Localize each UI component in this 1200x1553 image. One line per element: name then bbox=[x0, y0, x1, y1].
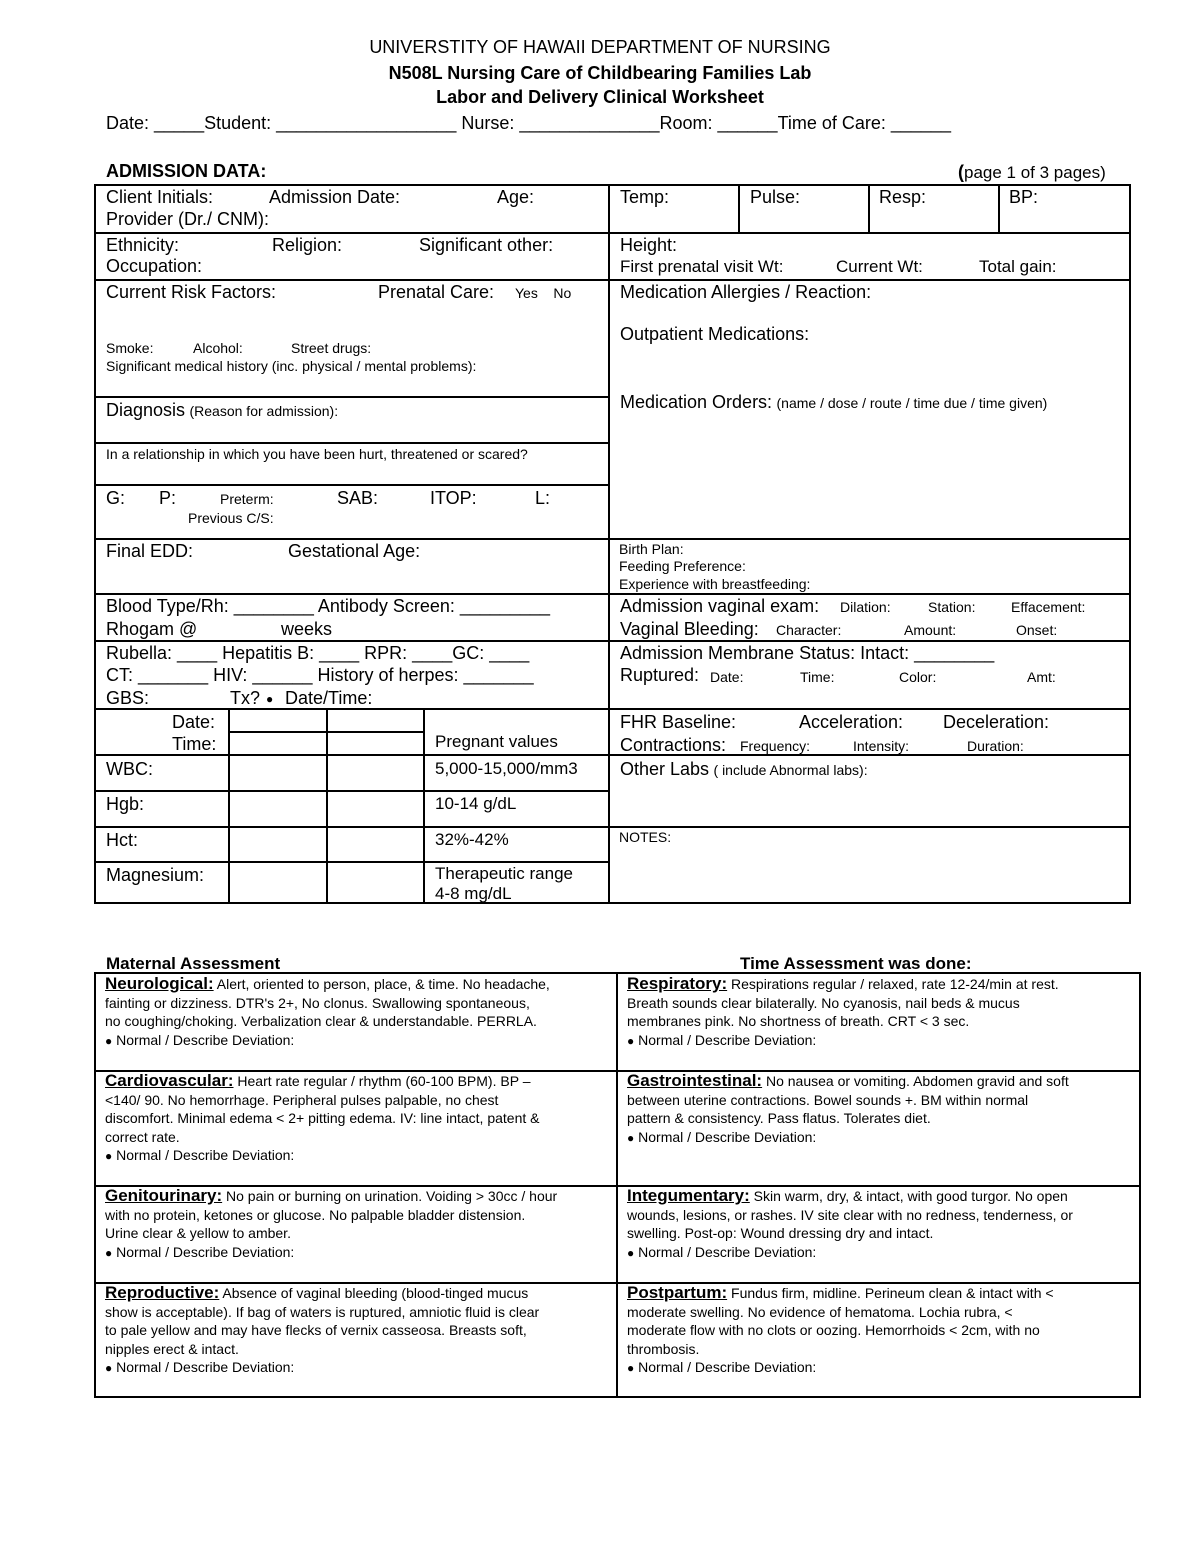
notes-label: NOTES: bbox=[619, 829, 672, 845]
lab-value: 10-14 g/dL bbox=[435, 794, 517, 813]
genitourinary-cell: Genitourinary: No pain or burning on urination. Voiding > 30cc / hour with no protein, ketones or glucose. No palpable bladder distension. Urine clear & yellow to amber. ● Normal / Describe Deviation: bbox=[105, 1187, 610, 1262]
cardiovascular-cell: Cardiovascular: Heart rate regular / rhythm (60-100 BPM). BP – <140/ 90. No hemorrhage. Peripheral pulses palpable, no chest discomfort. Minimal edema < 2+ pitting edema. IV: line intact, patent & correct rate. ● Normal / Describe Deviation: bbox=[105, 1072, 610, 1166]
contractions-label: Contractions: bbox=[620, 735, 727, 755]
respiratory-cell: Respiratory: Respirations regular / relaxed, rate 12-24/min at rest. Breath sounds clear bilaterally. No cyanosis, nail beds & mucus membranes pink. No shortness of breath. CRT < 3 sec. ● Normal / Describe Deviation: bbox=[627, 975, 1132, 1050]
significant-other-label: Significant other: bbox=[419, 235, 554, 255]
alcohol-label: Alcohol: bbox=[193, 340, 243, 356]
first-prenatal-wt-label: First prenatal visit Wt: bbox=[620, 257, 784, 276]
ruptured-label: Ruptured: bbox=[620, 665, 700, 685]
color-label: Color: bbox=[899, 669, 937, 685]
medication-orders-label: Medication Orders: (name / dose / route / time due / time given) bbox=[620, 392, 1048, 412]
character-label: Character: bbox=[776, 622, 842, 638]
allergies-label: Medication Allergies / Reaction: bbox=[620, 282, 872, 302]
amount-label: Amount: bbox=[904, 622, 957, 638]
previous-cs-label: Previous C/S: bbox=[188, 510, 274, 526]
header-fields-line[interactable]: Date: _____Student: __________________ Nurse: ______________Room: ______Time of Care: ______ bbox=[106, 113, 951, 133]
resp-label: Resp: bbox=[879, 187, 927, 207]
itop-label: ITOP: bbox=[430, 488, 477, 508]
preterm-label: Preterm: bbox=[220, 491, 274, 507]
maternal-assessment-title: Maternal Assessment bbox=[106, 954, 281, 973]
p-label: P: bbox=[159, 488, 177, 508]
vaginal-bleeding-label: Vaginal Bleeding: bbox=[620, 619, 759, 639]
lab-value: 5,000-15,000/mm3 bbox=[435, 759, 578, 778]
ct-hiv-line[interactable]: CT: _______ HIV: ______ History of herpes: _______ bbox=[106, 665, 534, 685]
acceleration-label: Acceleration: bbox=[799, 712, 904, 732]
gbs-date-time-label: Date/Time: bbox=[285, 688, 373, 708]
relationship-question: In a relationship in which you have been hurt, threatened or scared? bbox=[106, 446, 528, 462]
station-label: Station: bbox=[928, 599, 976, 615]
amt-label: Amt: bbox=[1027, 669, 1056, 685]
fhr-baseline-label: FHR Baseline: bbox=[620, 712, 737, 732]
sab-label: SAB: bbox=[337, 488, 379, 508]
risk-factors-label: Current Risk Factors: bbox=[106, 282, 277, 302]
bullet-icon: ● bbox=[266, 692, 274, 706]
postpartum-cell: Postpartum: Fundus firm, midline. Perineum clean & intact with < moderate swelling. No evidence of hematoma. Lochia rubra, < moderate flow with no clots or oozing. Hemorrhoids < 2cm, with no thrombosis. ● Normal / Describe Deviation: bbox=[627, 1284, 1132, 1378]
dilation-label: Dilation: bbox=[840, 599, 891, 615]
lab-value-line2: 4-8 mg/dL bbox=[435, 884, 512, 903]
membrane-time-label: Time: bbox=[800, 669, 835, 685]
client-initials-label: Client Initials: bbox=[106, 187, 214, 207]
normal-deviation-option[interactable]: ● Normal / Describe Deviation: bbox=[627, 1031, 817, 1048]
deceleration-label: Deceleration: bbox=[943, 712, 1050, 732]
lab-time-label: Time: bbox=[172, 734, 217, 754]
temp-label: Temp: bbox=[620, 187, 670, 207]
height-label: Height: bbox=[620, 235, 678, 255]
gastrointestinal-cell: Gastrointestinal: No nausea or vomiting. Abdomen gravid and soft between uterine contractions. Bowel sounds +. BM within normal pattern & consistency. Pass flatus. Tolerates diet. ● Normal / Describe Deviation: bbox=[627, 1072, 1132, 1147]
page-indicator: (page 1 of 3 pages) bbox=[958, 162, 1106, 182]
gestational-age-label: Gestational Age: bbox=[288, 541, 421, 561]
other-labs-label: Other Labs ( include Abnormal labs): bbox=[620, 759, 868, 779]
onset-label: Onset: bbox=[1016, 622, 1058, 638]
vaginal-exam-line: Admission vaginal exam: bbox=[620, 596, 820, 616]
street-drugs-label: Street drugs: bbox=[291, 340, 372, 356]
lab-name: Magnesium: bbox=[106, 865, 205, 885]
medical-history-label: Significant medical history (inc. physical / mental problems): bbox=[106, 358, 477, 374]
normal-deviation-option[interactable]: ● Normal / Describe Deviation: bbox=[105, 1359, 295, 1375]
course-title: N508L Nursing Care of Childbearing Families Lab bbox=[388, 63, 812, 83]
current-wt-label: Current Wt: bbox=[836, 257, 923, 276]
neurological-cell: Neurological: Alert, oriented to person, place, & time. No headache, fainting or dizziness. DTR's 2+, No clonus. Swallowing spontaneous, no coughing/choking. Verbalization clear & understandable. PERRLA. ● Normal / Describe Deviation: bbox=[105, 975, 610, 1050]
lab-value: 32%-42% bbox=[435, 830, 509, 849]
breastfeeding-experience-label: Experience with breastfeeding: bbox=[619, 576, 811, 592]
duration-label: Duration: bbox=[967, 738, 1024, 754]
university-title: UNIVERSTITY OF HAWAII DEPARTMENT OF NURSING bbox=[369, 37, 831, 57]
admission-data-title: ADMISSION DATA: bbox=[106, 161, 267, 181]
rhogam-label: Rhogam @ bbox=[106, 619, 198, 639]
pulse-label: Pulse: bbox=[750, 187, 801, 207]
occupation-label: Occupation: bbox=[106, 256, 203, 276]
normal-deviation-option[interactable]: ● Normal / Describe Deviation: bbox=[105, 1243, 295, 1260]
lab-date-label: Date: bbox=[172, 712, 216, 732]
outpatient-meds-label: Outpatient Medications: bbox=[620, 324, 810, 344]
age-label: Age: bbox=[497, 187, 535, 207]
birth-plan-label: Birth Plan: bbox=[619, 541, 684, 557]
weeks-label: weeks bbox=[281, 619, 333, 639]
feeding-preference-label: Feeding Preference: bbox=[619, 558, 746, 574]
blood-type-line[interactable]: Blood Type/Rh: ________ Antibody Screen: _________ bbox=[106, 596, 551, 616]
lab-name: WBC: bbox=[106, 759, 153, 779]
religion-label: Religion: bbox=[272, 235, 343, 255]
tx-label: Tx? bbox=[230, 688, 261, 708]
frequency-label: Frequency: bbox=[740, 738, 811, 754]
prenatal-yes-no[interactable]: Yes No bbox=[515, 285, 572, 301]
integumentary-cell: Integumentary: Skin warm, dry, & intact, with good turgor. No open wounds, lesions, or rashes. IV site clear with no redness, tenderness, or swelling. Post-op: Wound dressing dry and intact. ● Normal / Describe Deviation: bbox=[627, 1187, 1132, 1262]
normal-deviation-option[interactable]: ● Normal / Describe Deviation: bbox=[627, 1359, 817, 1375]
lab-name: Hct: bbox=[106, 830, 139, 850]
membrane-status-line[interactable]: Admission Membrane Status: Intact: ________ bbox=[620, 643, 995, 663]
lab-name: Hgb: bbox=[106, 794, 145, 814]
time-assessment-title: Time Assessment was done: bbox=[740, 954, 972, 973]
bp-label: BP: bbox=[1009, 187, 1039, 207]
lab-value: Therapeutic range bbox=[435, 864, 573, 883]
diagnosis-label: Diagnosis (Reason for admission): bbox=[106, 400, 339, 420]
prenatal-care-label: Prenatal Care: bbox=[378, 282, 495, 302]
worksheet-title: Labor and Delivery Clinical Worksheet bbox=[436, 87, 764, 107]
effacement-label: Effacement: bbox=[1011, 599, 1086, 615]
normal-deviation-option[interactable]: ● Normal / Describe Deviation: bbox=[627, 1128, 817, 1145]
rubella-line[interactable]: Rubella: ____ Hepatitis B: ____ RPR: ____GC: ____ bbox=[106, 643, 530, 663]
provider-label: Provider (Dr./ CNM): bbox=[106, 209, 270, 229]
membrane-date-label: Date: bbox=[710, 669, 744, 685]
gbs-label: GBS: bbox=[106, 688, 150, 708]
reproductive-cell: Reproductive: Absence of vaginal bleeding (blood-tinged mucus show is acceptable). If bag of waters is ruptured, amniotic fluid is clear to pale yellow and may have flecks of vernix casseosa. Breasts soft, nipples erect & intact. ● Normal / Describe Deviation: bbox=[105, 1284, 610, 1378]
admission-date-label: Admission Date: bbox=[269, 187, 401, 207]
normal-deviation-option[interactable]: ● Normal / Describe Deviation: bbox=[105, 1031, 295, 1048]
ethnicity-label: Ethnicity: bbox=[106, 235, 180, 255]
l-label: L: bbox=[535, 488, 551, 508]
normal-deviation-option[interactable]: ● Normal / Describe Deviation: bbox=[627, 1243, 817, 1260]
smoke-label: Smoke: bbox=[106, 340, 154, 356]
total-gain-label: Total gain: bbox=[979, 257, 1057, 276]
final-edd-label: Final EDD: bbox=[106, 541, 194, 561]
g-label: G: bbox=[106, 488, 126, 508]
normal-deviation-option[interactable]: ● Normal / Describe Deviation: bbox=[105, 1147, 295, 1163]
pregnant-values-header: Pregnant values bbox=[435, 732, 558, 751]
intensity-label: Intensity: bbox=[853, 738, 910, 754]
